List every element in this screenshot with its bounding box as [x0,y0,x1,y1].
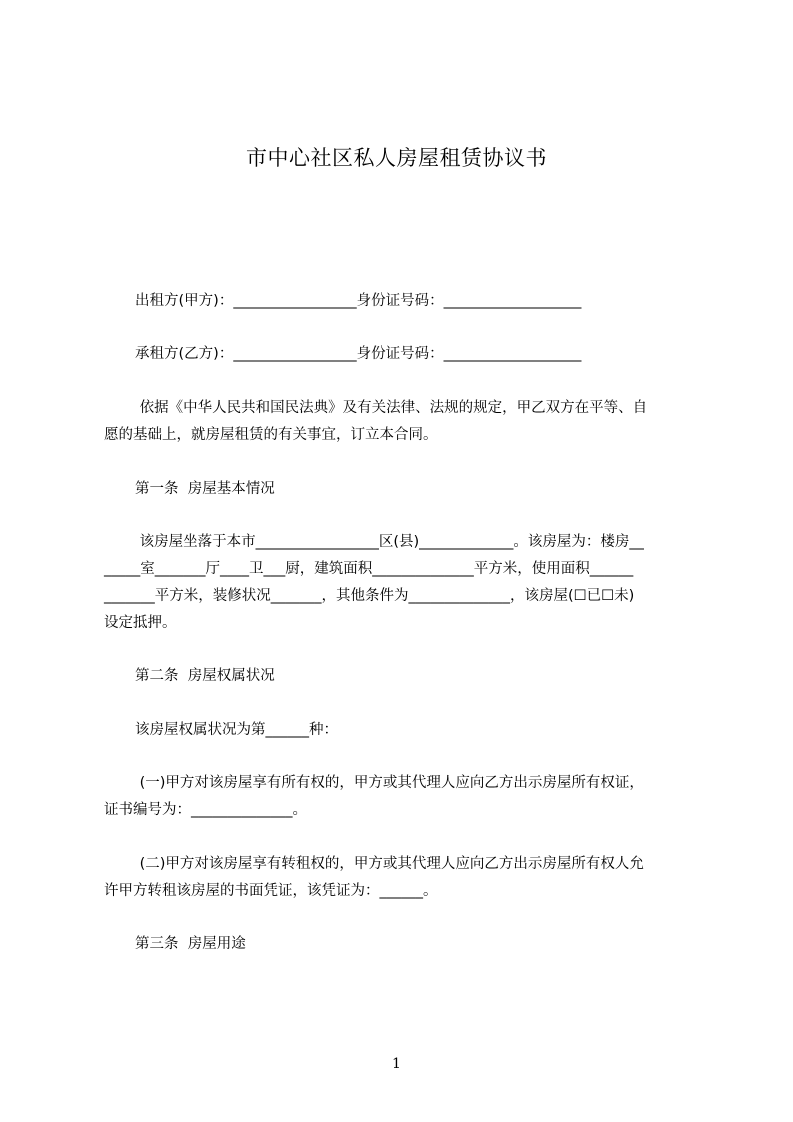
article-1-line-4: 设定抵押。 [104,615,177,631]
page-number: 1 [392,1056,401,1072]
ownership-type-line: 该房屋权属状况为第______种： [135,722,338,738]
preamble-line-1: 依据《中华人民共和国民法典》及有关法律、法规的规定，甲乙双方在平等、自 [135,400,648,416]
clause-2-line-2: 许甲方转租该房屋的书面凭证，该凭证为：______。 [104,883,438,899]
lessor-line: 出租方(甲方)：_________________身份证号码：___________________ [135,293,582,309]
article-1-line-1: 该房屋坐落于本市_________________区(县)_____________。该房屋为：楼房__ [135,534,644,550]
lessee-line: 承租方(乙方)：_________________身份证号码：___________________ [135,346,582,362]
clause-1-line-2: 证书编号为：______________。 [104,802,307,818]
preamble-line-2: 愿的基础上，就房屋租赁的有关事宜，订立本合同。 [104,427,438,443]
clause-2-line-1: (二)甲方对该房屋享有转租权的，甲方或其代理人应向乙方出示房屋所有权人允 [135,856,644,872]
page-title: 市中心社区私人房屋租赁协议书 [246,146,547,170]
article-1-heading: 第一条 房屋基本情况 [135,481,275,497]
article-1-line-2: _____室_______厅____卫___厨，建筑面积______________平方米，使用面积______ [104,561,634,577]
article-2-heading: 第二条 房屋权属状况 [135,668,275,684]
article-1-line-3: _______平方米，装修状况_______，其他条件为______________，该房屋(☐已☐未) [104,588,635,604]
article-3-heading: 第三条 房屋用途 [135,936,246,952]
clause-1-line-1: (一)甲方对该房屋享有所有权的，甲方或其代理人应向乙方出示房屋所有权证， [135,775,644,791]
